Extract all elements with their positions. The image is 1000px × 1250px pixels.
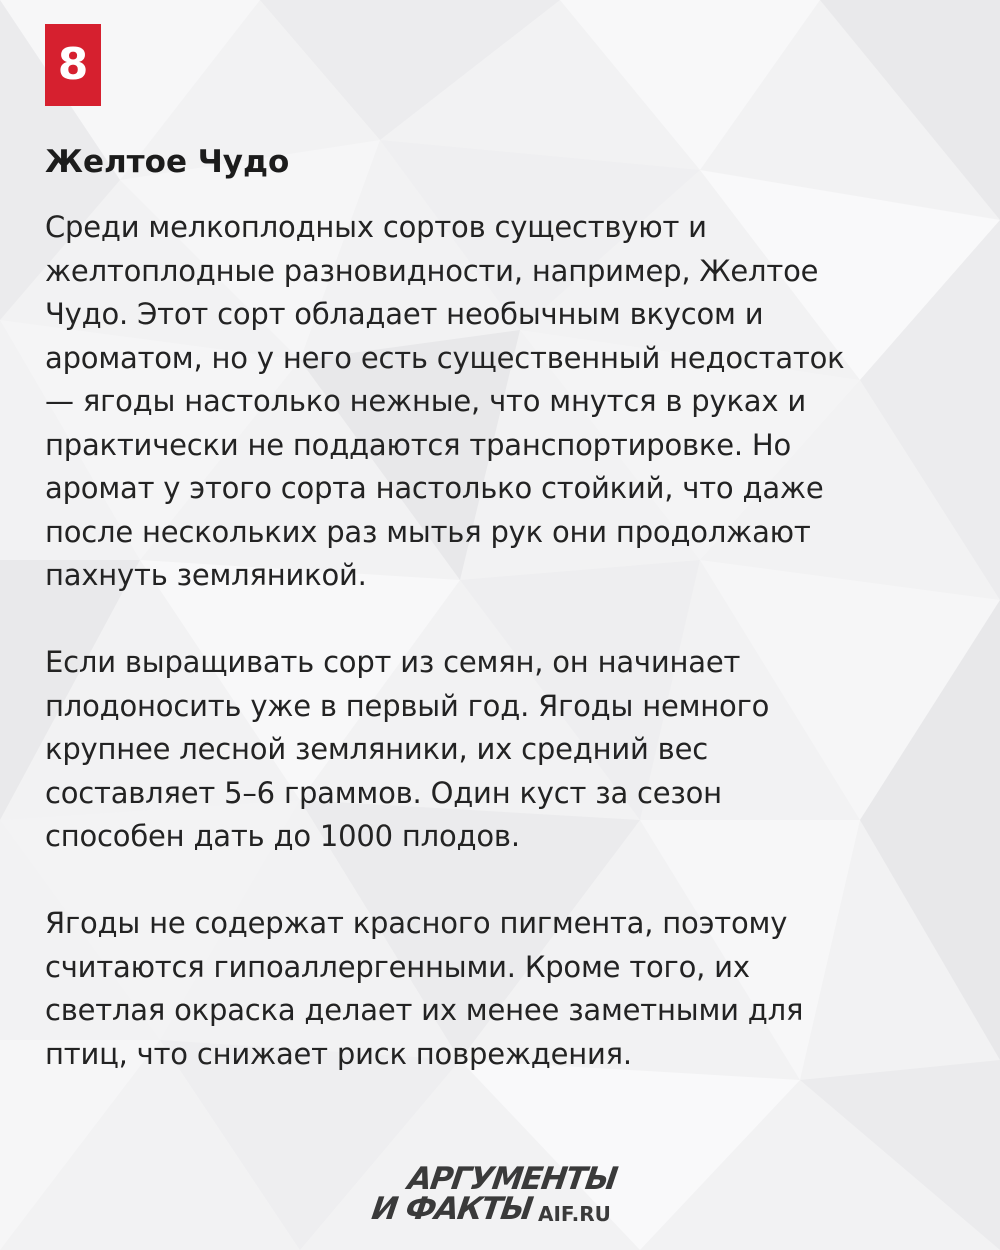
paragraph-2: Если выращивать сорт из семян, он начинает плодоносить уже в первый год. Ягоды немного крупнее лесной земляники, их средний вес составляет 5–6 граммов. Один куст за сезон способен дать до 1000 плодов. bbox=[45, 645, 770, 853]
page-title: Желтое Чудо bbox=[45, 144, 290, 180]
logo-line-2: И ФАКТЫ bbox=[369, 1191, 535, 1227]
paragraph-1: Среди мелкоплодных сортов существуют и желтоплодные разновидности, например, Желтое Чудо. Этот сорт обладает необычным вкусом и ароматом, но у него есть существенный недостаток — ягоды настолько нежные, что мнутся в руках и практически не поддаются транспортировке. Но аромат у этого сорта настолько стойкий, что даже после нескольких раз мытья рук они продолжают пахнуть земляникой. bbox=[45, 210, 845, 592]
number-badge: 8 bbox=[45, 24, 101, 106]
aif-logo bbox=[369, 1161, 632, 1228]
article-body bbox=[45, 206, 965, 1120]
paragraph-3: Ягоды не содержат красного пигмента, поэтому считаются гипоаллергенными. Кроме того, их светлая окраска делает их менее заметными для птиц, что снижает риск повреждения. bbox=[45, 906, 804, 1071]
logo-line-1: АРГУМЕНТЫ bbox=[405, 1161, 619, 1197]
logo-site: AIF.RU bbox=[538, 1202, 611, 1226]
